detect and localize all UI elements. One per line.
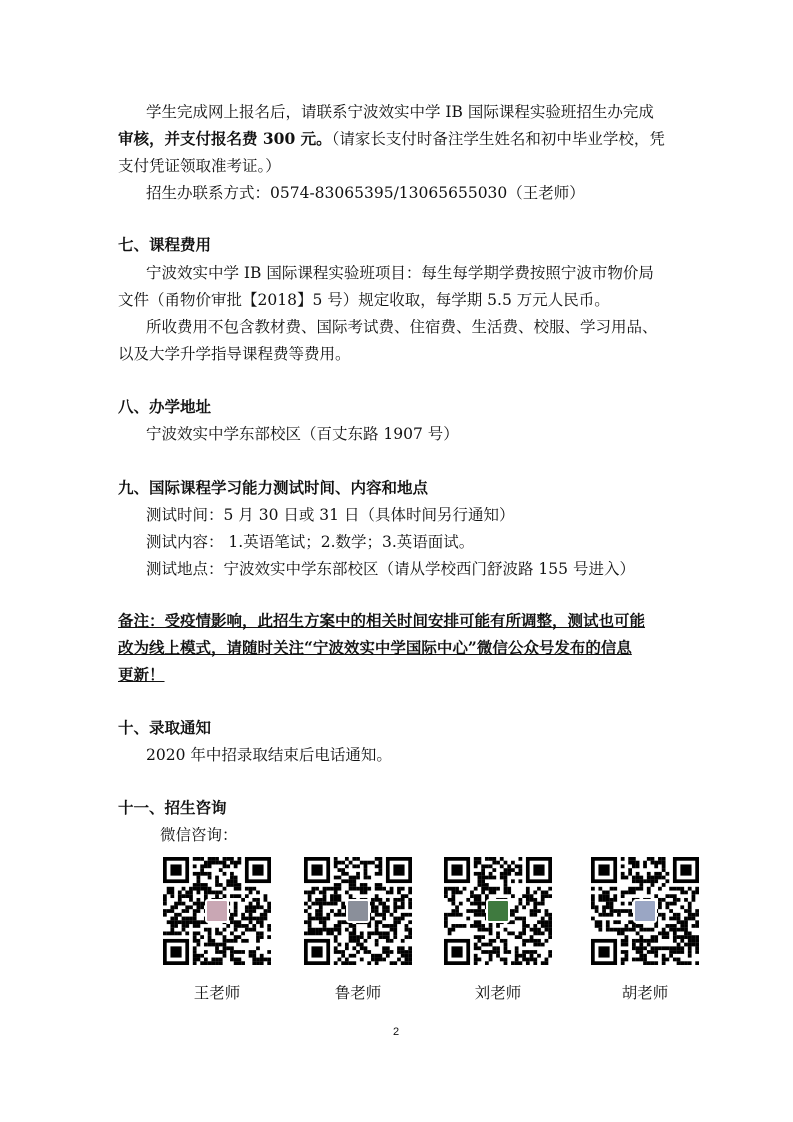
fees-paragraph-line-2: 文件（甬物价审批【2018】5 号）规定收取，每学期 5.5 万元人民币。	[118, 291, 610, 309]
page-number: 2	[392, 1026, 400, 1038]
note-line-2: 改为线上模式，请随时关注“宁波效实中学国际中心”微信公众号发布的信息	[118, 638, 632, 657]
registration-paragraph-line-1: 学生完成网上报名后，请联系宁波效实中学 IB 国际课程实验班招生办完成	[146, 103, 654, 121]
section-heading-consultation: 十一、招生咨询	[118, 798, 227, 817]
qr-code-wang[interactable]	[163, 857, 271, 965]
section-heading-fees: 七、课程费用	[118, 235, 212, 254]
section-heading-test: 九、国际课程学习能力测试时间、内容和地点	[118, 478, 429, 497]
test-time: 测试时间：5 月 30 日或 31 日（具体时间另行通知）	[146, 506, 515, 524]
qr-code-lu[interactable]	[304, 857, 412, 965]
fees-exclusion-line-1: 所收费用不包含教材费、国际考试费、住宿费、生活费、校服、学习用品、	[146, 318, 658, 336]
avatar	[486, 899, 510, 923]
school-address: 宁波效实中学东部校区（百丈东路 1907 号）	[146, 425, 459, 443]
section-heading-admission-notice: 十、录取通知	[118, 718, 212, 737]
qr-label-liu: 刘老师	[474, 984, 522, 1002]
qr-label-hu: 胡老师	[621, 984, 669, 1002]
fees-exclusion-line-2: 以及大学升学指导课程费等费用。	[118, 345, 351, 363]
qr-code-liu[interactable]	[444, 857, 552, 965]
registration-paragraph-line-2	[118, 128, 665, 150]
qr-label-lu: 鲁老师	[334, 984, 382, 1002]
registration-fee-text: 审核，并支付报名费 300 元。	[118, 129, 332, 148]
avatar	[633, 899, 657, 923]
test-content: 测试内容： 1.英语笔试；2.数学；3.英语面试。	[146, 533, 475, 551]
section-heading-address: 八、办学地址	[118, 397, 212, 416]
avatar	[346, 899, 370, 923]
admission-notice-text: 2020 年中招录取结束后电话通知。	[146, 746, 392, 764]
qr-label-wang: 王老师	[193, 984, 241, 1002]
qr-code-hu[interactable]	[591, 857, 699, 965]
avatar	[205, 899, 229, 923]
registration-paragraph-line-3: 支付凭证领取准考证。）	[118, 157, 281, 175]
admissions-contact: 招生办联系方式：0574-83065395/13065655030（王老师）	[146, 184, 585, 202]
note-line-1: 备注：受疫情影响，此招生方案中的相关时间安排可能有所调整，测试也可能	[118, 611, 646, 630]
note-line-3: 更新！	[118, 665, 165, 684]
wechat-consultation-label: 微信咨询：	[160, 826, 238, 844]
registration-fee-note: （请家长支付时备注学生姓名和初中毕业学校，凭	[331, 130, 665, 148]
fees-paragraph-line-1: 宁波效实中学 IB 国际课程实验班项目：每生每学期学费按照宁波市物价局	[146, 264, 654, 282]
test-location: 测试地点：宁波效实中学东部校区（请从学校西门舒波路 155 号进入）	[146, 560, 635, 578]
